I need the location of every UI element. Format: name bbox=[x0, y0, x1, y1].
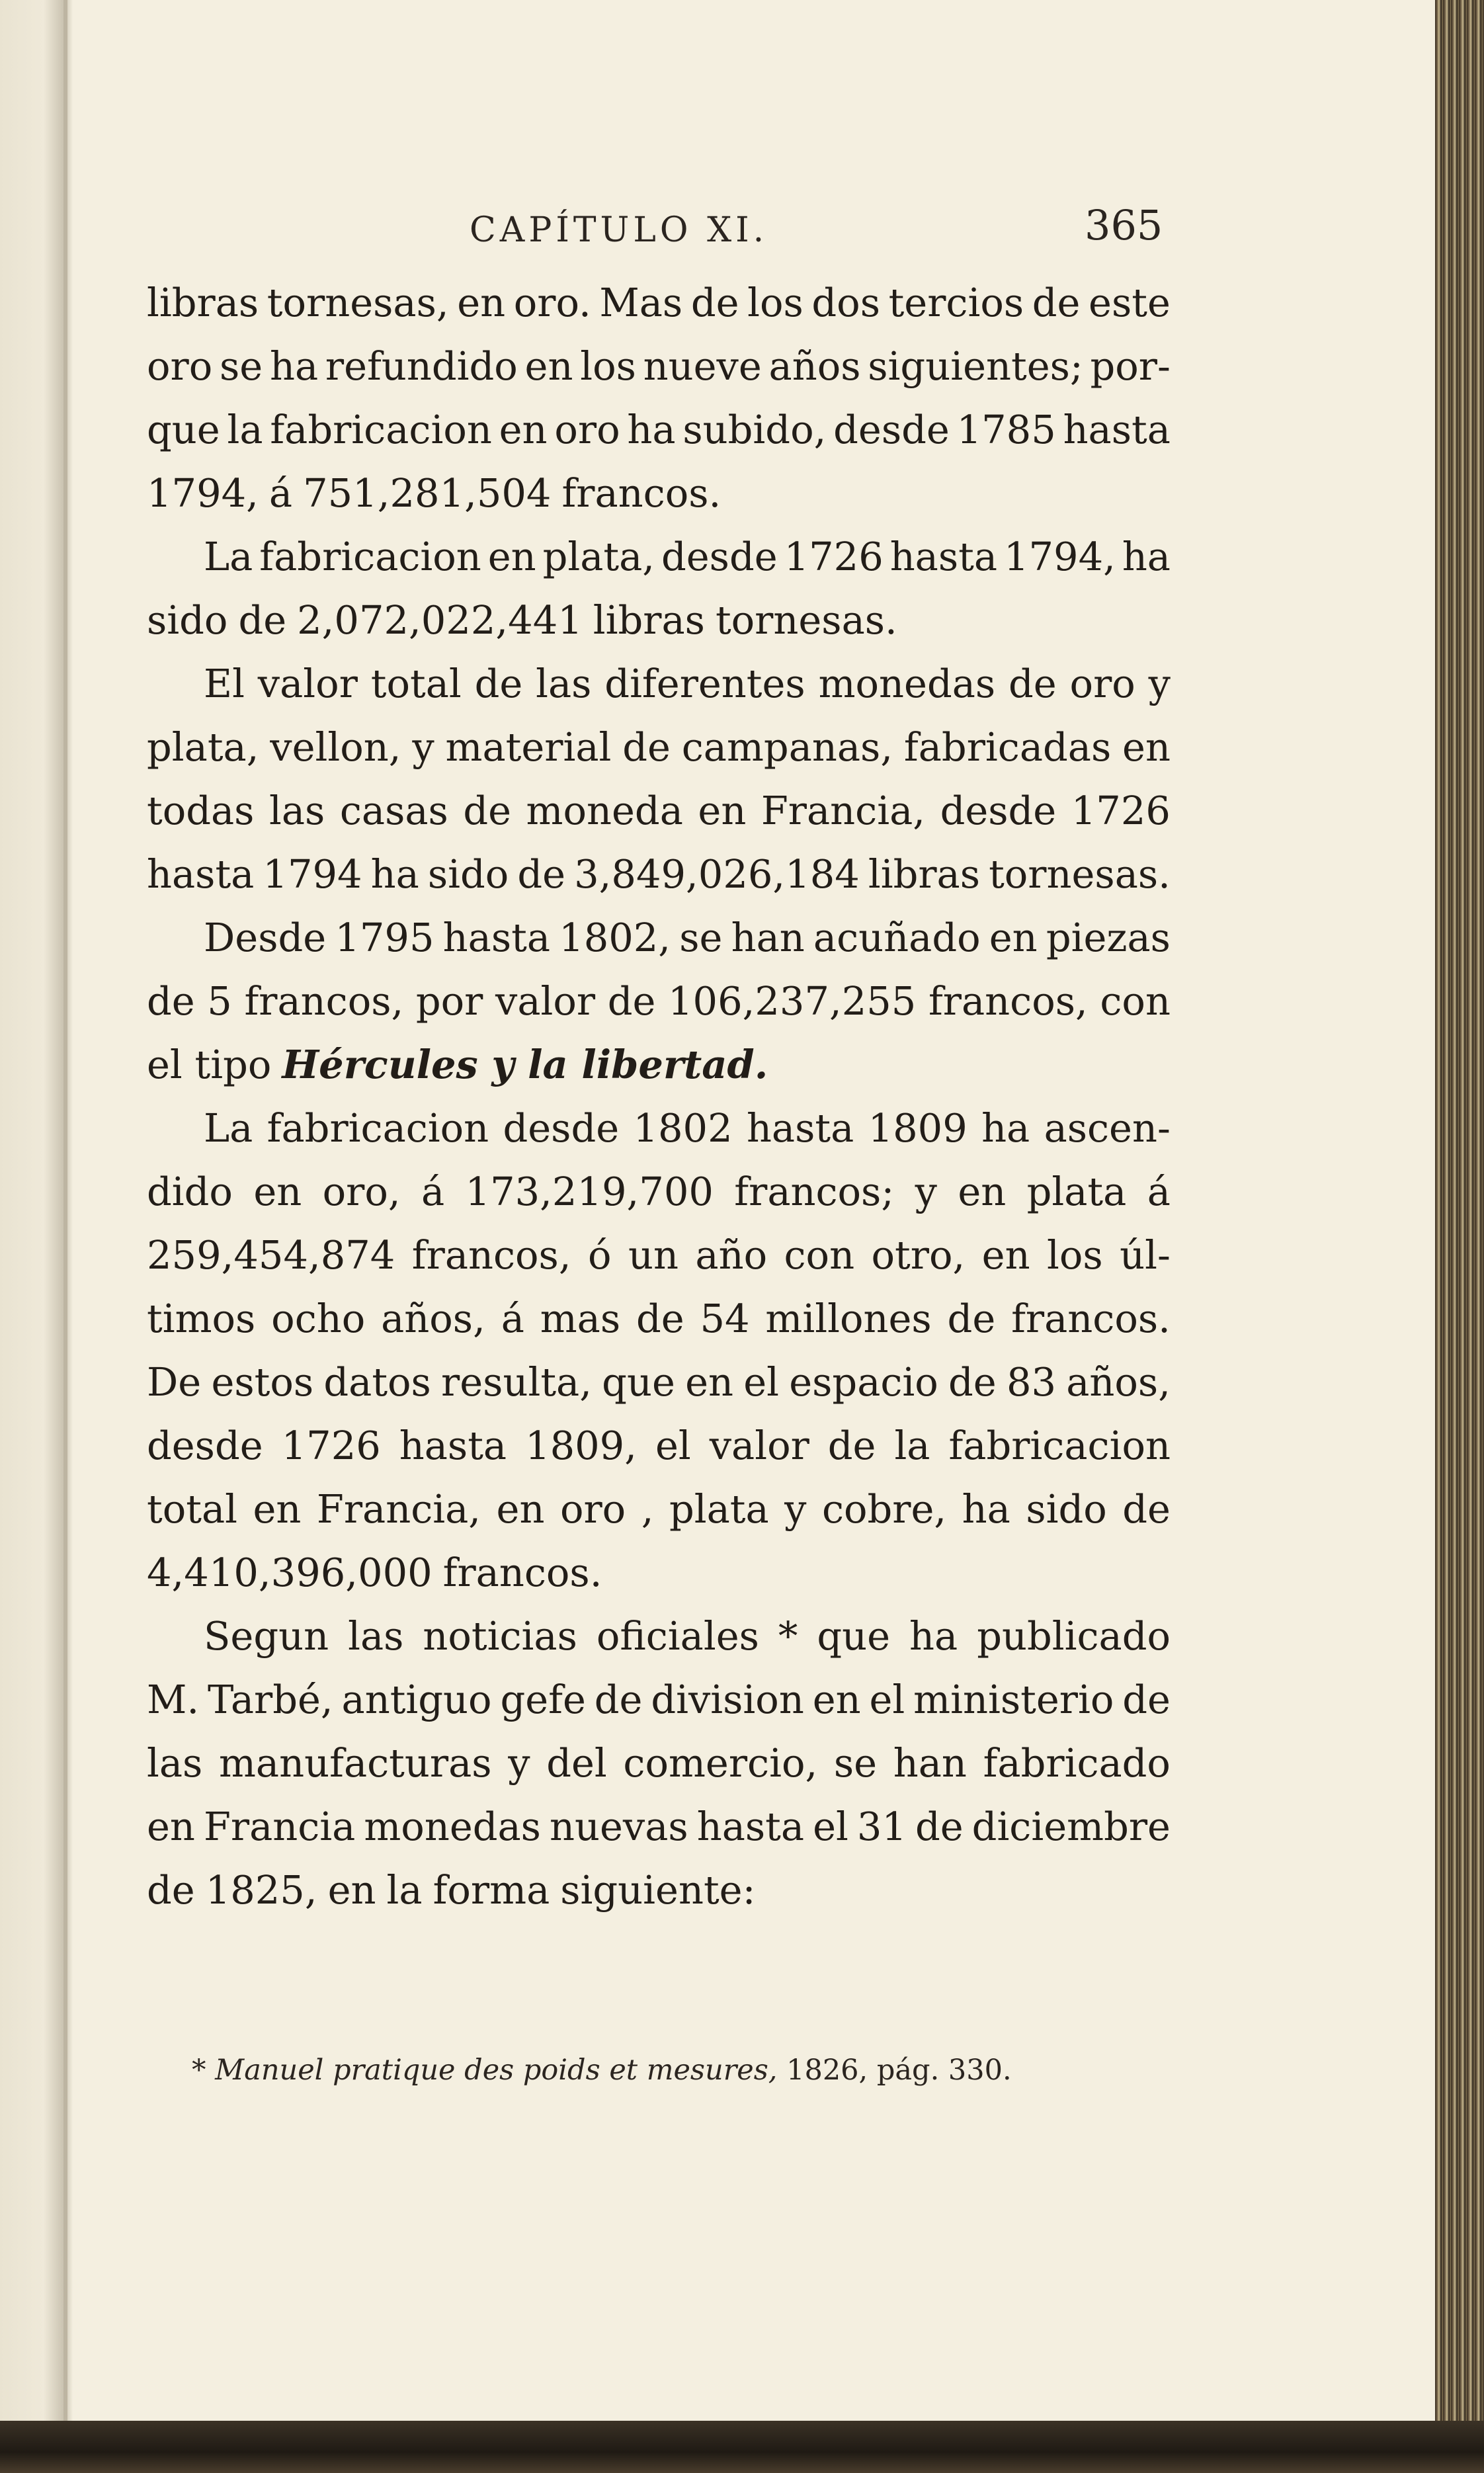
text-line: 1794, á 751,281,504 francos. bbox=[147, 470, 721, 516]
page-number: 365 bbox=[1085, 201, 1163, 249]
text-line: sido de 2,072,022,441 libras tornesas. bbox=[147, 597, 897, 643]
text-line: de 1825, en la forma siguiente: bbox=[147, 1867, 756, 1913]
text-line bbox=[147, 1033, 1171, 1097]
text-line: La fabricacion en plata, desde 1726 hasta 1794, ha bbox=[204, 534, 1171, 579]
text-line: libras tornesas, en oro. Mas de los dos tercios de este bbox=[147, 280, 1171, 325]
emphasized-title: Hércules y la libertad. bbox=[282, 1042, 768, 1087]
text-line: plata, vellon, y material de campanas, fabricadas en bbox=[147, 724, 1171, 770]
footnote-marker: * bbox=[192, 2054, 206, 2087]
text-line: timos ocho años, á mas de 54 millones de francos. bbox=[147, 1296, 1171, 1341]
text-line: Desde 1795 hasta 1802, se han acuñado en piezas bbox=[204, 915, 1171, 960]
page-edges-stack bbox=[1435, 0, 1484, 2473]
text-line: dido en oro, á 173,219,700 francos; y en plata á bbox=[147, 1169, 1171, 1214]
text-line: 259,454,874 francos, ó un año con otro, en los úl- bbox=[147, 1232, 1171, 1278]
footnote-title: Manuel pratique des poids et mesures, bbox=[215, 2054, 778, 2087]
text-line: oro se ha refundido en los nueve años siguientes; por- bbox=[147, 343, 1171, 389]
text-line: De estos datos resulta, que en el espacio de 83 años, bbox=[147, 1359, 1171, 1405]
text-line: total en Francia, en oro , plata y cobre, ha sido de bbox=[147, 1486, 1171, 1532]
text-line: El valor total de las diferentes monedas de oro y bbox=[204, 661, 1171, 706]
text-line: desde 1726 hasta 1809, el valor de la fabricacion bbox=[147, 1423, 1171, 1468]
body-text bbox=[147, 271, 1171, 1922]
text-line: La fabricacion desde 1802 hasta 1809 ha ascen- bbox=[204, 1105, 1171, 1151]
text-line: M. Tarbé, antiguo gefe de division en el ministerio de bbox=[147, 1677, 1171, 1722]
text-line: 4,410,396,000 francos. bbox=[147, 1550, 602, 1595]
running-head: CAPÍTULO XI. bbox=[470, 210, 768, 250]
book-gutter bbox=[63, 0, 67, 2473]
text-line: Segun las noticias oficiales * que ha publicado bbox=[204, 1613, 1171, 1659]
footnote bbox=[192, 2054, 1012, 2087]
text-fragment: el tipo bbox=[147, 1042, 272, 1087]
text-line: de 5 francos, por valor de 106,237,255 francos, con bbox=[147, 978, 1171, 1024]
book-bottom-edge bbox=[0, 2421, 1484, 2473]
text-line: las manufacturas y del comercio, se han fabricado bbox=[147, 1740, 1171, 1786]
footnote-reference: 1826, pág. 330. bbox=[786, 2054, 1012, 2087]
text-line: en Francia monedas nuevas hasta el 31 de diciembre bbox=[147, 1804, 1171, 1849]
text-line: hasta 1794 ha sido de 3,849,026,184 libras tornesas. bbox=[147, 851, 1171, 897]
text-line: que la fabricacion en oro ha subido, desde 1785 hasta bbox=[147, 407, 1171, 452]
text-line: todas las casas de moneda en Francia, desde 1726 bbox=[147, 788, 1171, 833]
facing-page-edge bbox=[0, 0, 73, 2473]
